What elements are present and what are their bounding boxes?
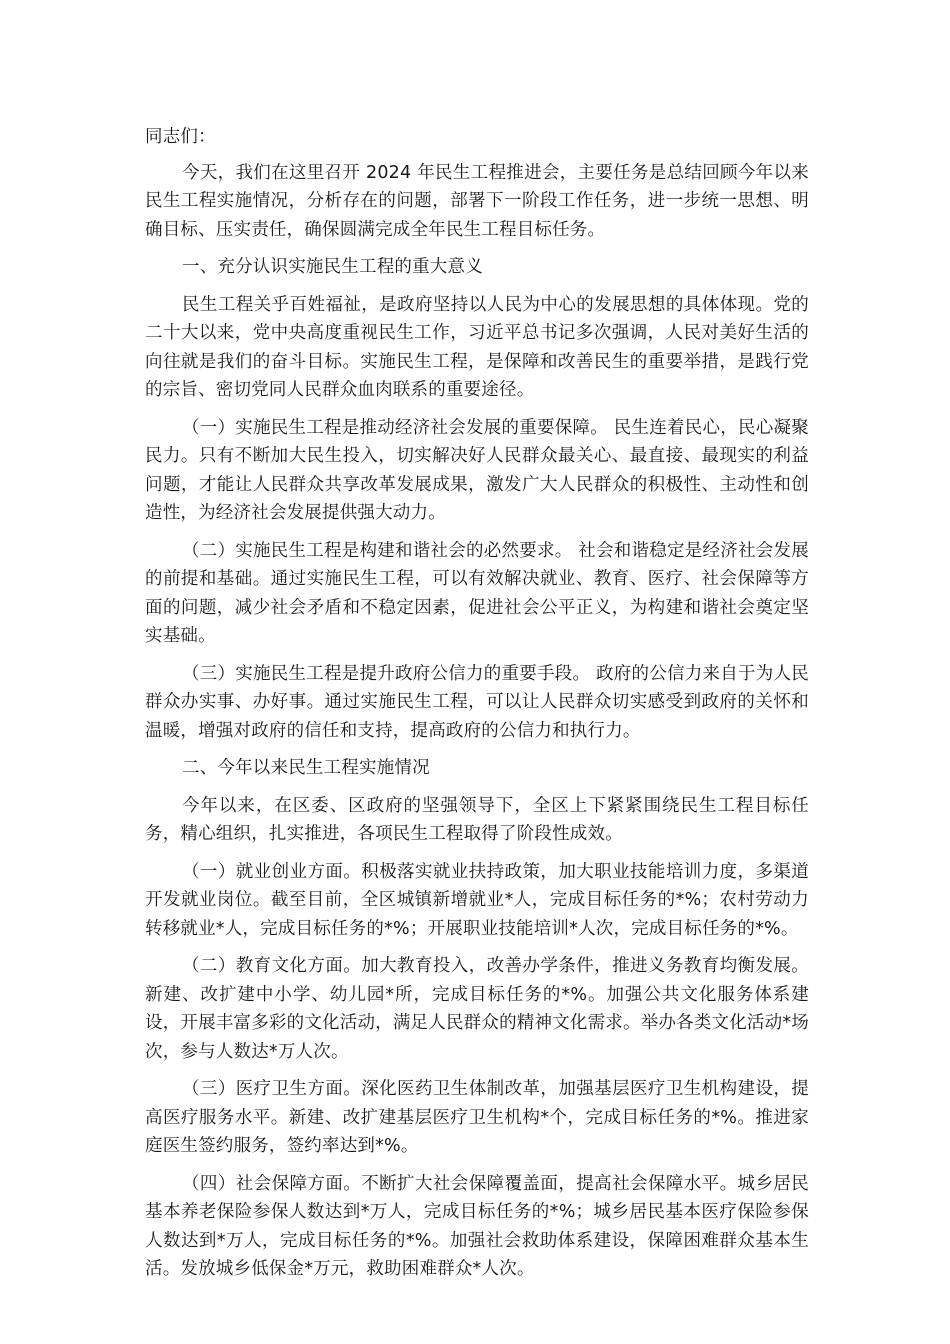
paragraph-progress-intro: 今年以来，在区委、区政府的坚强领导下，全区上下紧紧围绕民生工程目标任务，精心组织，扎实推进，各项民生工程取得了阶段性成效。 — [145, 795, 809, 844]
salutation: 同志们： — [145, 127, 216, 147]
paragraph-point-2-2: （二）教育文化方面。加大教育投入，改善办学条件，推进义务教育均衡发展。新建、改扩建中小学、幼儿园*所，完成目标任务的*%。加强公共文化服务体系建设，开展丰富多彩的文化活动，满足人民群众的精神文化需求。举办各类文化活动*场次，参与人数达*万人次。 — [145, 956, 809, 1062]
paragraph-point-2-4: （四）社会保障方面。不断扩大社会保障覆盖面，提高社会保障水平。城乡居民基本养老保险参保人数达到*万人，完成目标任务的*%；城乡居民基本医疗保险参保人数达到*万人，完成目标任务的*%。加强社会救助体系建设，保障困难群众基本生活。发放城乡低保金*万元，救助困难群众*人次。 — [145, 1173, 809, 1279]
paragraph-point-1-3: （三）实施民生工程是提升政府公信力的重要手段。 政府的公信力来自于为人民群众办实事、办好事。通过实施民生工程，可以让人民群众切实感受到政府的关怀和温暖，增强对政府的信任和支持，提高政府的公信力和执行力。 — [145, 663, 809, 741]
paragraph-point-2-1: （一）就业创业方面。积极落实就业扶持政策，加大职业技能培训力度，多渠道开发就业岗位。截至目前，全区城镇新增就业*人，完成目标任务的*%；农村劳动力转移就业*人，完成目标任务的*%；开展职业技能培训*人次，完成目标任务的*%。 — [145, 861, 809, 939]
paragraph-significance: 民生工程关乎百姓福祉，是政府坚持以人民为中心的发展思想的具体体现。党的二十大以来，党中央高度重视民生工作，习近平总书记多次强调，人民对美好生活的向往就是我们的奋斗目标。实施民生工程，是保障和改善民生的重要举措，是践行党的宗旨、密切党同人民群众血肉联系的重要途径。 — [145, 294, 809, 400]
paragraph-point-1-1: （一）实施民生工程是推动经济社会发展的重要保障。 民生连着民心，民心凝聚民力。只有不断加大民生投入，切实解决好人民群众最关心、最直接、最现实的利益问题，才能让人民群众共享改革发展成果，激发广大人民群众的积极性、主动性和创造性，为经济社会发展提供强大动力。 — [145, 417, 809, 523]
paragraph-point-2-3: （三）医疗卫生方面。深化医药卫生体制改革，加强基层医疗卫生机构建设，提高医疗服务水平。新建、改扩建基层医疗卫生机构*个，完成目标任务的*%。推进家庭医生签约服务，签约率达到*%。 — [145, 1079, 809, 1156]
paragraph-opening: 今天，我们在这里召开 2024 年民生工程推进会，主要任务是总结回顾今年以来民生工程实施情况，分析存在的问题，部署下一阶段工作任务，进一步统一思想、明确目标、压实责任，确保圆满完成全年民生工程目标任务。 — [145, 162, 809, 240]
document-page — [145, 123, 809, 1293]
paragraph-point-1-2: （二）实施民生工程是构建和谐社会的必然要求。 社会和谐稳定是经济社会发展的前提和基础。通过实施民生工程，可以有效解决就业、教育、医疗、社会保障等方面的问题，减少社会矛盾和不稳定因素，促进社会公平正义，为构建和谐社会奠定坚实基础。 — [145, 540, 809, 646]
section-heading-1: 一、充分认识实施民生工程的重大意义 — [182, 257, 483, 277]
section-heading-2: 二、今年以来民生工程实施情况 — [182, 758, 430, 778]
